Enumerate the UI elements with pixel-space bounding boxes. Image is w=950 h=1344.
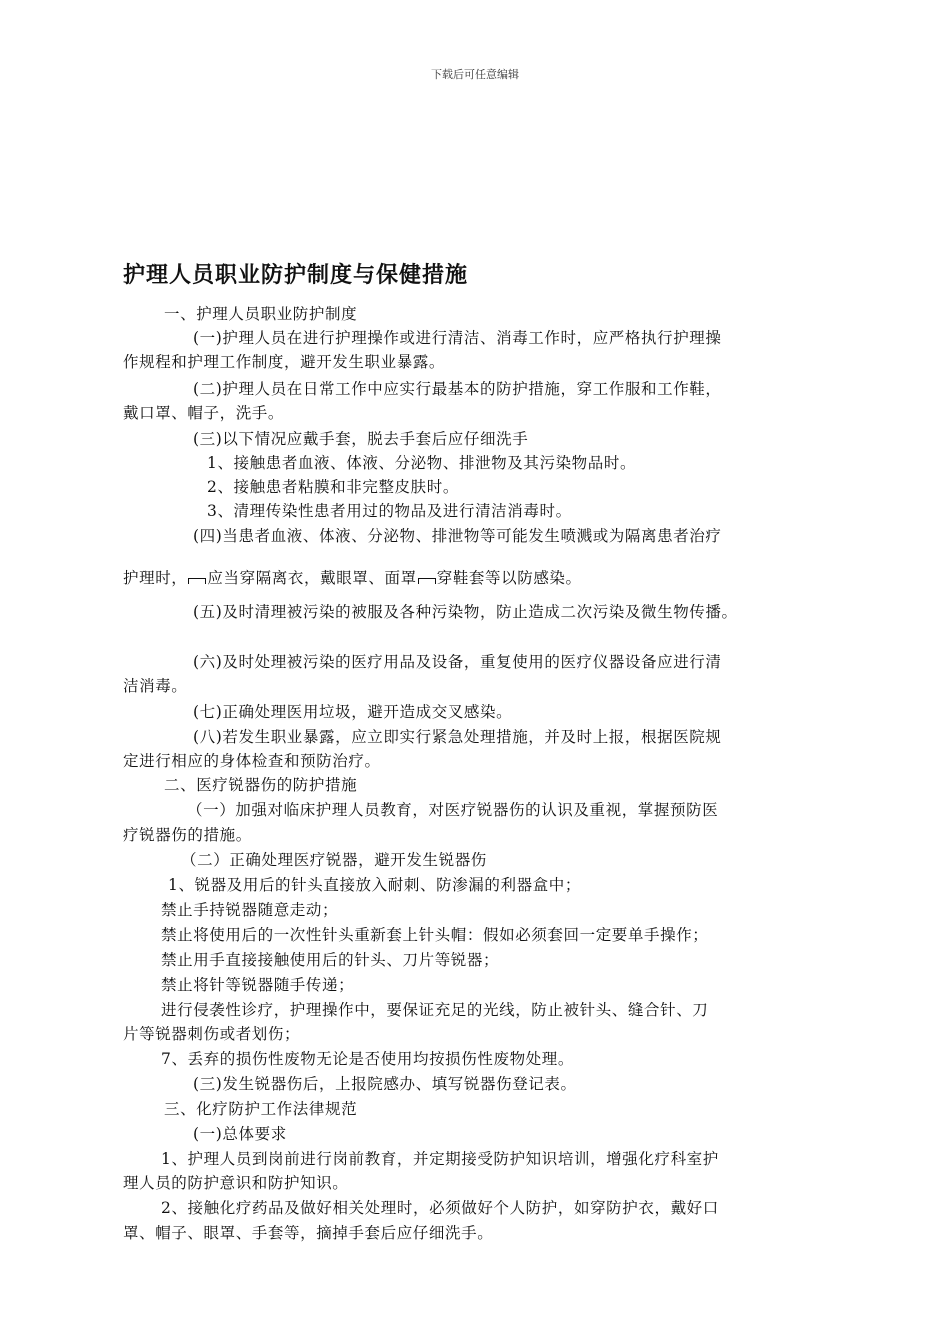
text-fragment: 穿鞋套等以防感染。 [436,569,582,587]
paragraph-line: (六)及时处理被污染的医疗用品及设备，重复使用的医疗仪器设备应进行清 [193,653,722,671]
paragraph-line [123,566,582,588]
text-fragment: 应当穿隔离衣，戴眼罩、面罩 [207,569,417,587]
paragraph-line: (一)护理人员在进行护理操作或进行清洁、消毒工作时，应严格执行护理操 [193,329,722,347]
paragraph-line: 戴口罩、帽子，洗手。 [123,404,285,422]
text-fragment: 护理时， [123,569,188,587]
list-item: 禁止用手直接接触使用后的针头、刀片等锐器； [161,951,500,969]
paragraph-line: （二）正确处理医疗锐器，避开发生锐器伤 [181,851,487,869]
paragraph-line: (三)以下情况应戴手套，脱去手套后应仔细洗手 [193,430,529,448]
paragraph-line: (三)发生锐器伤后，上报院感办、填写锐器伤登记表。 [193,1075,577,1093]
document-title: 护理人员职业防护制度与保健措施 [123,263,469,288]
paragraph-line: 洁消毒。 [123,677,188,695]
paragraph-line: (四)当患者血液、体液、分泌物、排泄物等可能发生喷溅或为隔离患者治疗 [193,527,722,545]
paragraph-line: (五)及时清理被污染的被服及各种污染物，防止造成二次污染及微生物传播。 [193,603,738,621]
paragraph-line: 1、护理人员到岗前进行岗前教育，并定期接受防护知识培训，增强化疗科室护 [161,1150,719,1168]
page-header: 下载后可任意编辑 [431,68,519,81]
list-item: 7、丢弃的损伤性废物无论是否使用均按损伤性废物处理。 [161,1050,574,1068]
paragraph-line: 疗锐器伤的措施。 [123,826,252,844]
section-heading: 一、护理人员职业防护制度 [164,305,358,323]
paragraph-line: (八)若发生职业暴露，应立即实行紧急处理措施，并及时上报，根据医院规 [193,728,722,746]
list-item: 进行侵袭性诊疗，护理操作中，要保证充足的光线，防止被针头、缝合针、刀 [161,1001,709,1019]
list-item: 1、锐器及用后的针头直接放入耐刺、防渗漏的利器盒中； [168,876,581,894]
list-item: 1、接触患者血液、体液、分泌物、排泄物及其污染物品时。 [207,454,637,472]
subsection-heading: (一)总体要求 [193,1125,287,1143]
paragraph-line: 罩、帽子、眼罩、手套等，摘掉手套后应仔细洗手。 [123,1224,494,1242]
bracket-mark-icon [188,578,206,584]
bracket-mark-icon [418,578,436,584]
paragraph-line: 作规程和护理工作制度，避开发生职业暴露。 [123,353,446,371]
list-item: 禁止手持锐器随意走动； [161,901,339,919]
paragraph-line: 2、接触化疗药品及做好相关处理时，必须做好个人防护，如穿防护衣，戴好口 [161,1199,719,1217]
list-item: 2、接触患者粘膜和非完整皮肤时。 [207,478,459,496]
paragraph-line: 片等锐器刺伤或者划伤； [123,1025,301,1043]
section-heading: 二、医疗锐器伤的防护措施 [164,776,358,794]
paragraph-line: （一）加强对临床护理人员教育，对医疗锐器伤的认识及重视，掌握预防医 [187,801,719,819]
paragraph-line: 定进行相应的身体检查和预防治疗。 [123,752,381,770]
paragraph-line: (七)正确处理医用垃圾，避开造成交叉感染。 [193,703,513,721]
list-item: 禁止将使用后的一次性针头重新套上针头帽：假如必须套回一定要单手操作； [161,926,709,944]
list-item: 3、清理传染性患者用过的物品及进行清洁消毒时。 [207,502,572,520]
paragraph-line: (二)护理人员在日常工作中应实行最基本的防护措施，穿工作服和工作鞋， [193,380,722,398]
section-heading: 三、化疗防护工作法律规范 [164,1100,358,1118]
list-item: 禁止将针等锐器随手传递； [161,976,355,994]
paragraph-line: 理人员的防护意识和防护知识。 [123,1174,349,1192]
